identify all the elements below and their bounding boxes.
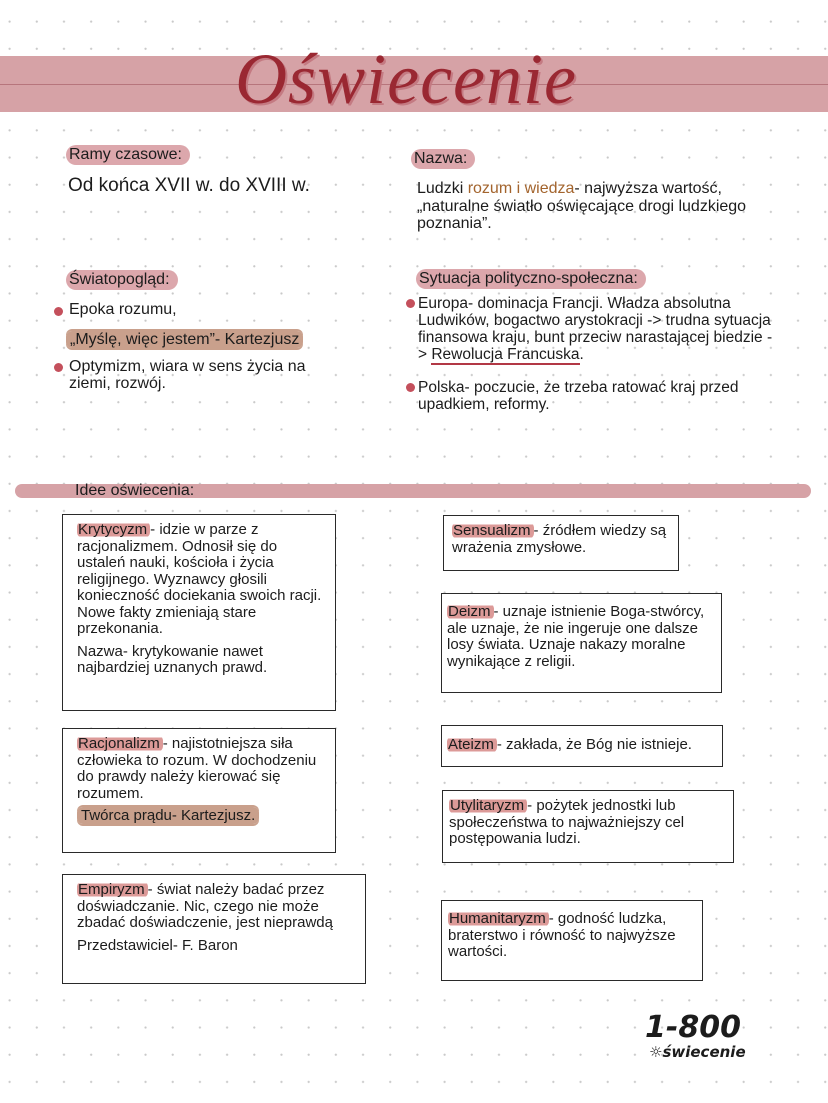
swiatopoglad-item-1: Epoka rozumu,	[69, 301, 177, 318]
nazwa-post: - najwyższa wartość, „naturalne światło oświęcające drogi ludzkiego poznania”.	[417, 180, 747, 232]
text-krytycyzm: - idzie w parze z racjonalizmem. Odnosił się do ustaleń nauki, kościoła i życia religijnego. Wyznawcy głosili konieczność dociekania swoich racji. Nowe fakty zmieniają stare przekonania.	[77, 521, 322, 637]
rewolucja-underlined: Rewolucja Francuska	[431, 346, 580, 363]
note-krytycyzm: Nazwa- krytykowanie nawet najbardziej uznanych prawd.	[77, 642, 268, 676]
box-racjonalizm	[62, 728, 336, 853]
text-utylitaryzm: - pożytek jednostki lub społeczeństwa to najważniejszy cel postępowania ludzi.	[449, 797, 685, 847]
bullet-icon	[406, 299, 415, 308]
term-ateizm: Ateizm	[447, 736, 497, 753]
text-ateizm: - zakłada, że Bóg nie istnieje.	[496, 736, 692, 753]
nazwa-text	[417, 180, 757, 233]
text-sensualizm: - źródłem wiedzy są wrażenia zmysłowe.	[452, 522, 667, 556]
box-empiryzm	[62, 874, 366, 984]
logo-number: 1-800	[645, 1010, 741, 1045]
text-humanitaryzm: - godność ludzka, braterstwo i równość to najwyższe wartości.	[448, 910, 676, 960]
sytuacja-item-1-end: .	[579, 346, 584, 363]
note-empiryzm: Przedstawiciel- F. Baron	[77, 936, 238, 954]
ramy-label: Ramy czasowe:	[66, 145, 190, 165]
idee-label: Idee oświecenia:	[75, 482, 195, 499]
nazwa-pre: Ludzki	[417, 180, 468, 197]
box-utylitaryzm	[442, 790, 734, 863]
term-utylitaryzm: Utylitaryzm	[449, 797, 527, 814]
swiatopoglad-quote	[66, 331, 303, 348]
sytuacja-item-1	[418, 295, 778, 363]
sytuacja-label: Sytuacja polityczno-społeczna:	[416, 269, 646, 289]
bullet-icon	[54, 307, 63, 316]
term-krytycyzm: Krytycyzm	[77, 521, 150, 538]
page-title: Oświecenie	[235, 39, 577, 119]
logo-subtitle	[649, 1044, 746, 1060]
note-racjonalizm: Twórca prądu- Kartezjusz.	[77, 807, 259, 824]
text-empiryzm: - świat należy badać przez doświadczanie. Nic, czego nie może zbadać doświadczenie, jest nieprawdą	[77, 881, 333, 931]
ramy-text: Od końca XVII w. do XVIII w.	[68, 175, 310, 196]
box-humanitaryzm	[441, 900, 703, 981]
nazwa-highlight: rozum i wiedza	[467, 180, 575, 197]
term-humanitaryzm: Humanitaryzm	[448, 910, 549, 927]
sytuacja-item-2: Polska- poczucie, że trzeba ratować kraj przed upadkiem, reformy.	[418, 379, 739, 413]
text-deizm: - uznaje istnienie Boga-stwórcy, ale uznaje, że nie ingeruje one dalsze losy świata. Uznaje nakazy moralne wynikające z religii.	[447, 603, 705, 670]
box-ateizm	[441, 725, 723, 767]
bullet-icon	[406, 383, 415, 392]
term-racjonalizm: Racjonalizm	[77, 735, 163, 752]
sytuacja-item-1-text: Europa- dominacja Francji. Władza absolutna Ludwików, bogactwo arystokracji -> trudna sytuacja finansowa kraju, bunt przeciw narastającej biedzie ->	[418, 295, 773, 363]
bullet-icon	[54, 363, 63, 372]
term-deizm: Deizm	[447, 603, 494, 620]
term-empiryzm: Empiryzm	[77, 881, 148, 898]
term-sensualizm: Sensualizm	[452, 522, 534, 539]
sun-o-icon: ☼	[649, 1043, 663, 1061]
swiatopoglad-item-2: Optymizm, wiara w sens życia na ziemi, rozwój.	[69, 358, 306, 392]
nazwa-label: Nazwa:	[411, 149, 475, 169]
box-krytycyzm	[62, 514, 336, 711]
text-racjonalizm: - najistotniejsza siła człowieka to rozum. W dochodzeniu do prawdy należy kierować się rozumem.	[77, 735, 317, 802]
quote-highlight: „Myślę, więc jestem”- Kartezjusz	[66, 331, 303, 348]
swiatopoglad-label: Światopogląd:	[66, 270, 178, 290]
box-deizm	[441, 593, 722, 693]
logo-word: świecenie	[662, 1043, 746, 1061]
box-sensualizm	[443, 515, 679, 571]
logo	[645, 1012, 746, 1060]
